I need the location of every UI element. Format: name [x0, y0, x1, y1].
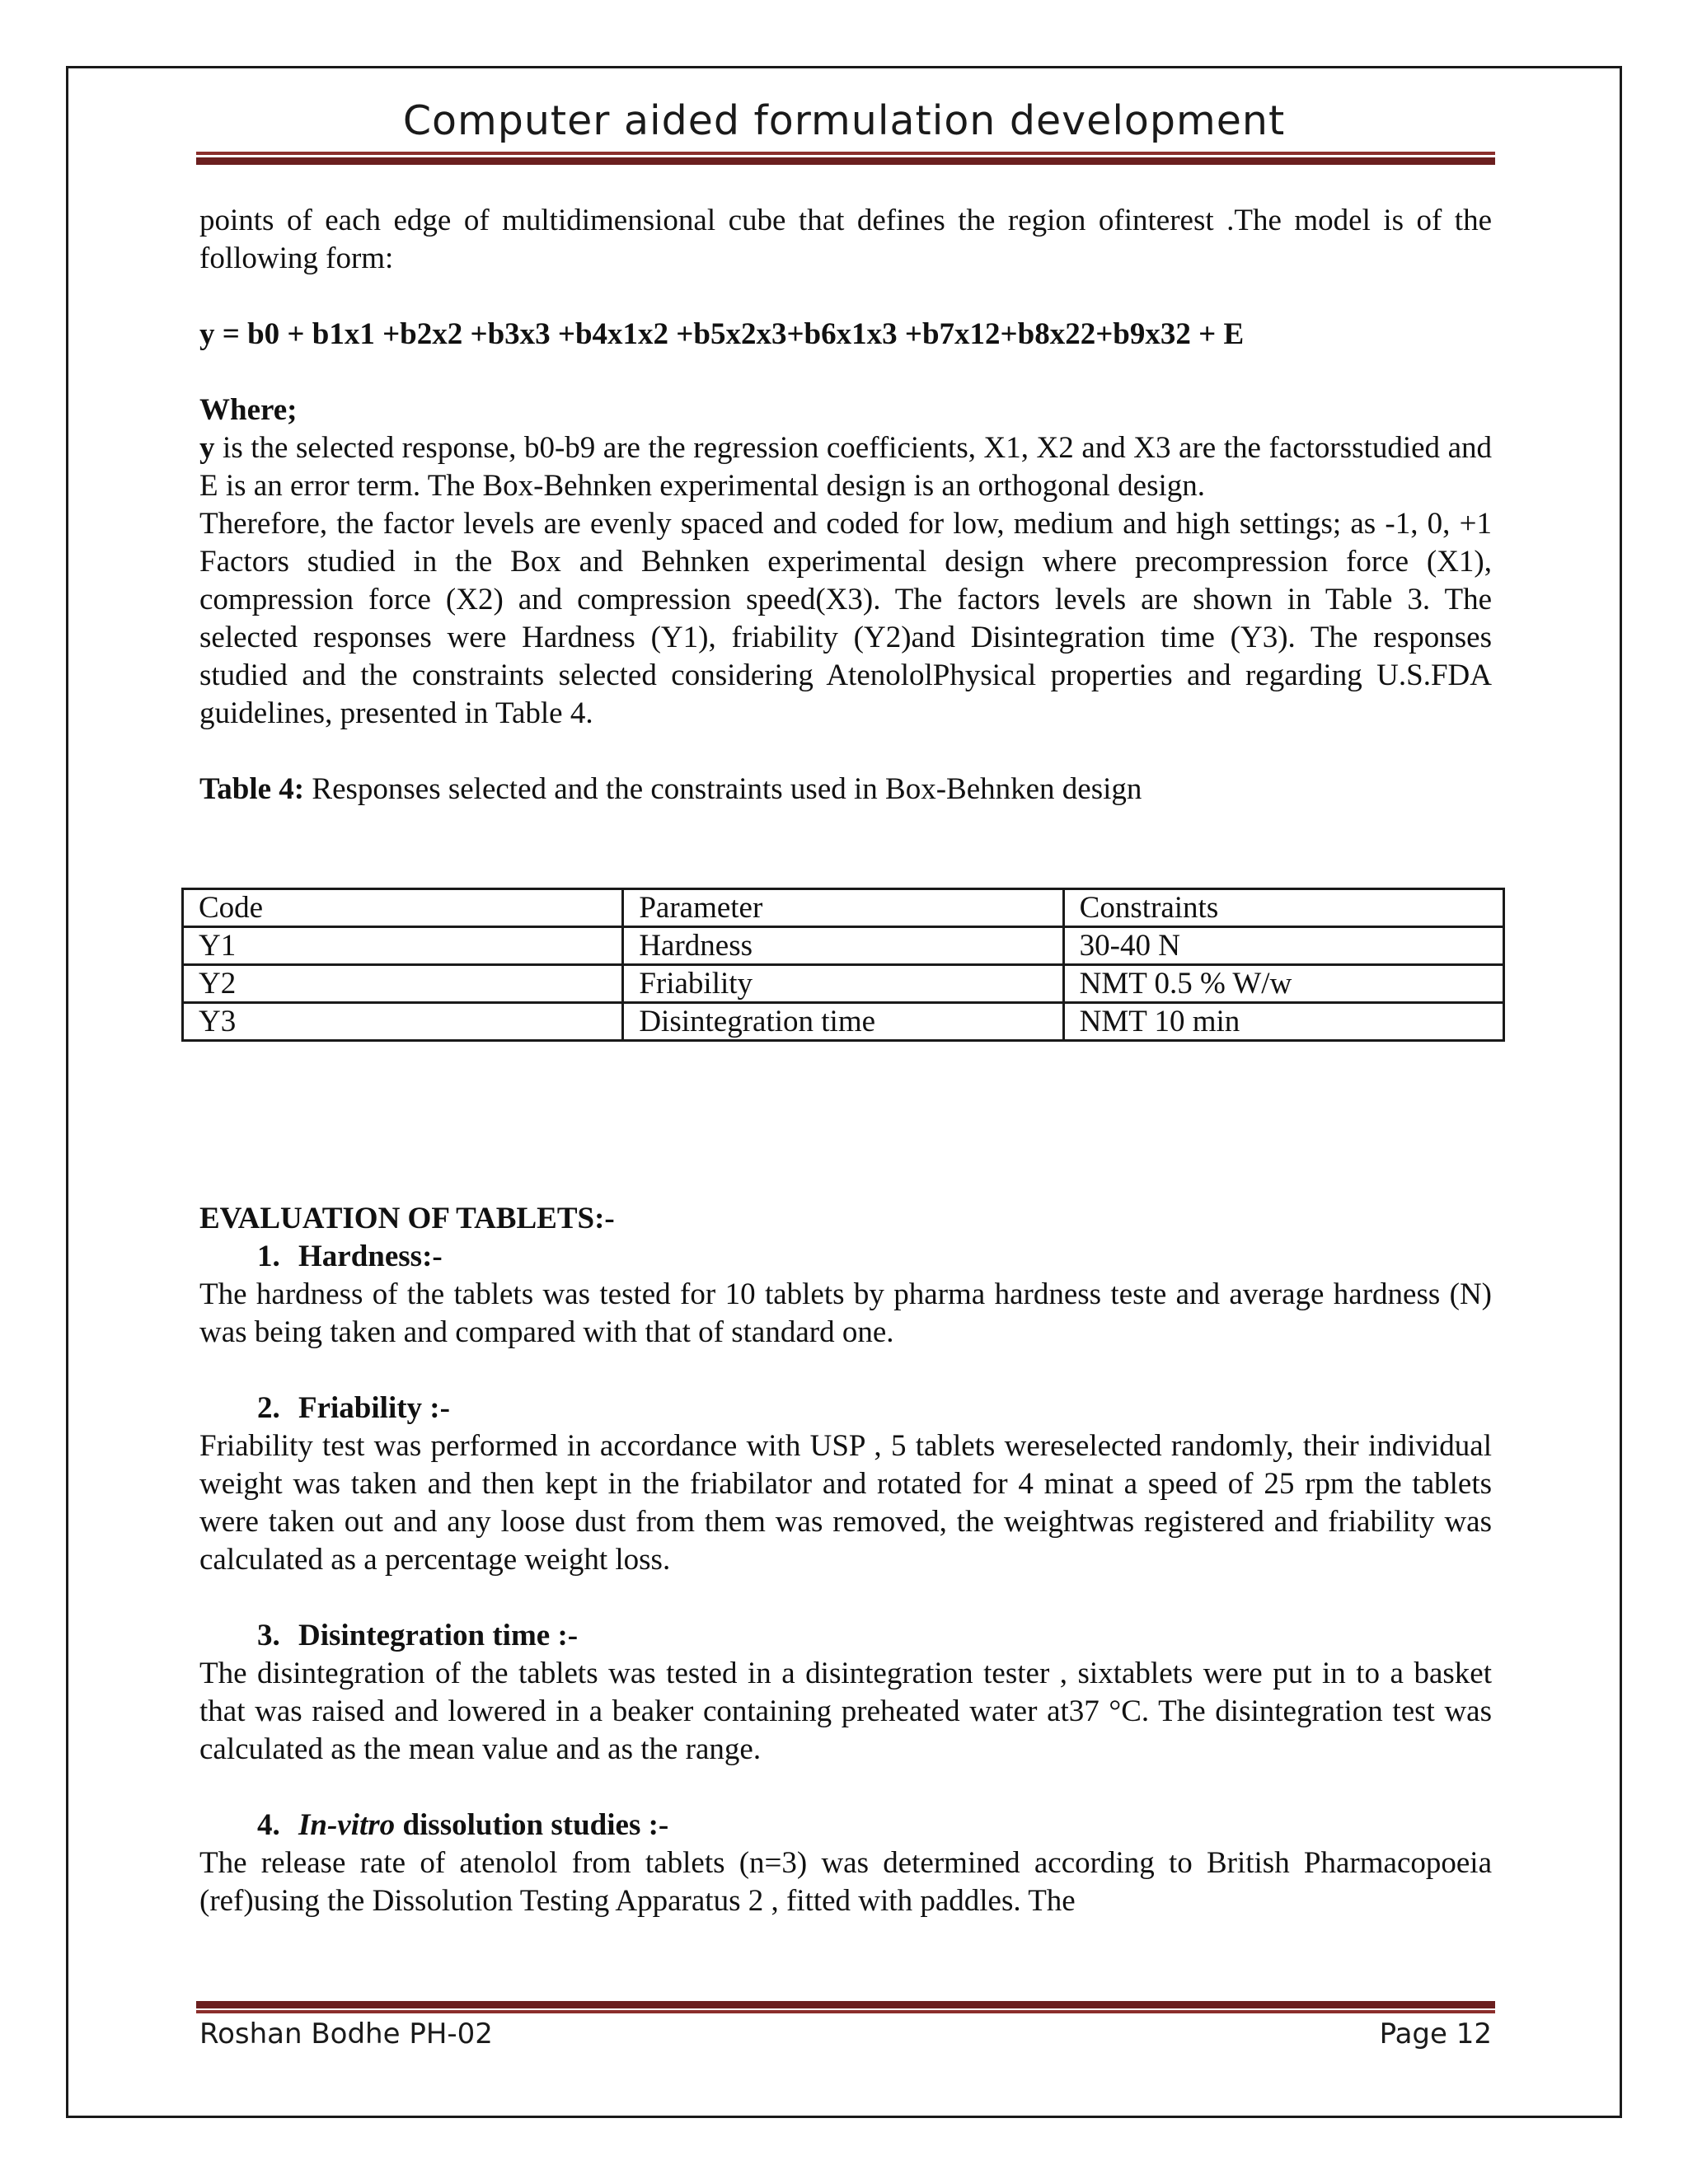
table4-caption	[199, 771, 1492, 808]
table-cell: Y1	[183, 927, 623, 965]
intro-section	[199, 202, 1492, 808]
where-label: Where;	[199, 393, 298, 427]
item-number: 2.	[257, 1391, 280, 1425]
table-header-cell: Code	[183, 889, 623, 927]
item-number: 1.	[257, 1240, 280, 1273]
intro-paragraph: points of each edge of multidimensional cube that defines the region ofinterest .The model is of the following form:	[199, 204, 1492, 275]
dissolution-text: The release rate of atenolol from tablets (n=3) was determined according to British Pharmacopoeia (ref)using the Dissolution Testing Apparatus 2 , fitted with paddles. The	[199, 1846, 1492, 1918]
where-y-symbol: y	[199, 431, 215, 465]
disintegration-text: The disintegration of the tablets was tested in a disintegration tester , sixtablets were put in to a basket that was raised and lowered in a beaker containing preheated water at37 °C. The disintegration test was calculated as the mean value and as the range.	[199, 1657, 1492, 1766]
table-header-cell: Parameter	[623, 889, 1063, 927]
item-title: Friability :-	[298, 1391, 450, 1425]
table-header-row	[183, 889, 1504, 927]
page-header-title: Computer aided formulation development	[402, 97, 1286, 144]
factor-levels-paragraph: Therefore, the factor levels are evenly spaced and coded for low, medium and high settings; as -1, 0, +1 Factors studied in the Box and Behnken experimental design where precompression force (X1), compression force (X2) and compression speed(X3). The factors levels are shown in Table 3. The selected responses were Hardness (Y1), friability (Y2)and Disintegration time (Y3). The responses studied and the constraints selected considering AtenololPhysical properties and regarding U.S.FDA guidelines, presented in Table 4.	[199, 507, 1492, 730]
table-cell: 30-40 N	[1063, 927, 1503, 965]
hardness-heading	[199, 1238, 1492, 1276]
friability-text: Friability test was performed in accordance with USP , 5 tablets wereselected randomly, their individual weight was taken and then kept in the friabilator and rotated for 4 minat a speed of 25 rpm the tablets were taken out and any loose dust from them was removed, the weightwas registered and friability was calculated as a percentage weight loss.	[199, 1429, 1492, 1577]
table-header-cell: Constraints	[1063, 889, 1503, 927]
table-cell: NMT 10 min	[1063, 1003, 1503, 1041]
disintegration-heading	[199, 1617, 1492, 1655]
table-cell: NMT 0.5 % W/w	[1063, 965, 1503, 1003]
table-row	[183, 965, 1504, 1003]
item-number: 3.	[257, 1619, 280, 1652]
where-paragraph	[199, 429, 1492, 505]
table-row	[183, 927, 1504, 965]
table-cell: Hardness	[623, 927, 1063, 965]
item-title-italic: In-vitro	[298, 1808, 396, 1842]
evaluation-heading: EVALUATION OF TABLETS:-	[199, 1202, 615, 1235]
item-title: Disintegration time :-	[298, 1619, 579, 1652]
table4-caption-label: Table 4:	[199, 772, 305, 806]
responses-table	[181, 888, 1505, 1042]
table4-caption-text: Responses selected and the constraints used in Box-Behnken design	[304, 772, 1142, 806]
friability-heading	[199, 1390, 1492, 1427]
where-text: is the selected response, b0-b9 are the regression coefficients, X1, X2 and X3 are the factorsstudied and E is an error term. The Box-Behnken experimental design is an orthogonal design.	[199, 431, 1492, 503]
footer-page-number: Page 12	[1379, 2018, 1492, 2050]
footer-rule-thin	[196, 2010, 1495, 2013]
table-row	[183, 1003, 1504, 1041]
table-cell: Friability	[623, 965, 1063, 1003]
footer-author: Roshan Bodhe PH-02	[199, 2018, 493, 2050]
footer-rule-thick	[196, 2001, 1495, 2008]
item-number: 4.	[257, 1808, 280, 1842]
item-title: dissolution studies :-	[395, 1808, 669, 1842]
table-cell: Disintegration time	[623, 1003, 1063, 1041]
table-cell: Y2	[183, 965, 623, 1003]
regression-formula: y = b0 + b1x1 +b2x2 +b3x3 +b4x1x2 +b5x2x3+b6x1x3 +b7x12+b8x22+b9x32 + E	[199, 317, 1245, 351]
dissolution-heading	[199, 1807, 1492, 1844]
page-footer	[199, 2018, 1492, 2050]
item-title: Hardness:-	[298, 1240, 443, 1273]
header-rule-thick	[196, 157, 1495, 165]
header-rule-thin	[196, 152, 1495, 155]
table-cell: Y3	[183, 1003, 623, 1041]
evaluation-section	[199, 1200, 1492, 1920]
hardness-text: The hardness of the tablets was tested for 10 tablets by pharma hardness teste and average hardness (N) was being taken and compared with that of standard one.	[199, 1277, 1492, 1349]
